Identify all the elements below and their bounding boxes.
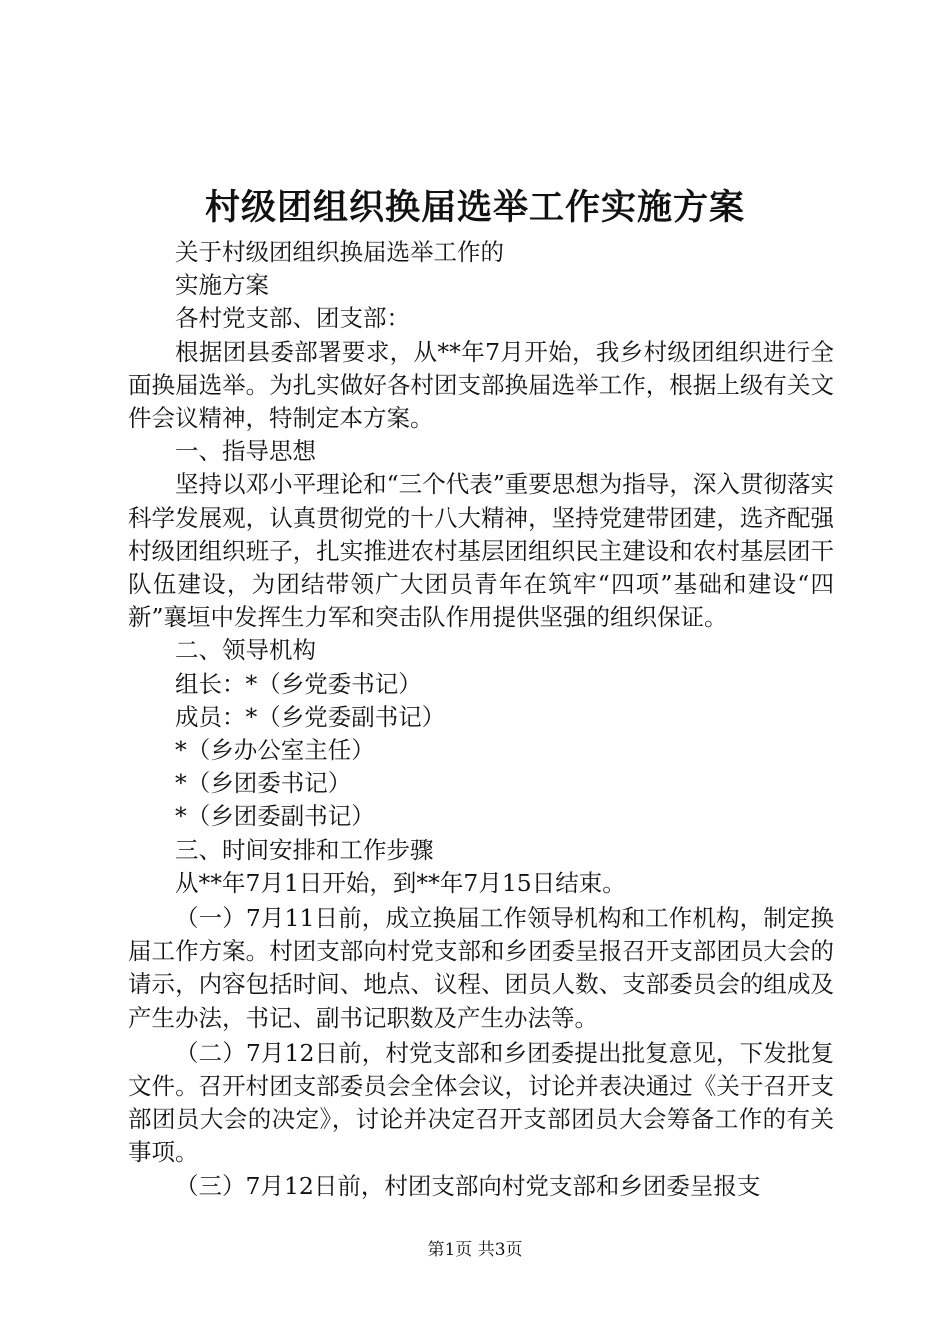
paragraph-period: 从**年7月1日开始，到**年7月15日结束。 xyxy=(175,868,626,897)
paragraph-salutation: 各村党支部、团支部： xyxy=(175,304,410,333)
page-footer: 第1页 共3页 xyxy=(427,1240,523,1260)
paragraph-subtitle-line2: 实施方案 xyxy=(175,271,269,300)
paragraph-members: 成员：*（乡党委副书记） xyxy=(175,702,446,731)
paragraph-member-office: *（乡办公室主任） xyxy=(175,736,375,765)
paragraph-intro: 根据团县委部署要求，从**年7月开始，我乡村级团组织进行全面换届选举。为扎实做好各村团支部换届选举工作，根据上级有关文件会议精神，特制定本方案。 xyxy=(128,337,834,433)
heading-guiding-ideology: 一、指导思想 xyxy=(175,437,316,466)
paragraph-group-leader: 组长：*（乡党委书记） xyxy=(175,669,422,698)
paragraph-member-deputy: *（乡团委副书记） xyxy=(175,802,375,831)
paragraph-step-3: （三）7月12日前，村团支部向村党支部和乡团委呈报支 xyxy=(175,1171,761,1200)
paragraph-member-secretary: *（乡团委书记） xyxy=(175,769,352,798)
document-body xyxy=(128,236,834,1203)
paragraph-subtitle-line1: 关于村级团组织换届选举工作的 xyxy=(175,238,504,266)
document-title: 村级团组织换届选举工作实施方案 xyxy=(204,187,745,228)
paragraph-step-2: （二）7月12日前，村党支部和乡团委提出批复意见，下发批复文件。召开村团支部委员会全体会议，讨论并表决通过《关于召开支部团员大会的决定》，讨论并决定召开支部团员大会筹备工作的有关事项。 xyxy=(128,1038,834,1167)
heading-schedule: 三、时间安排和工作步骤 xyxy=(175,835,434,864)
heading-leadership: 二、领导机构 xyxy=(175,636,316,665)
paragraph-guiding-ideology: 坚持以邓小平理论和“三个代表”重要思想为指导，深入贯彻落实科学发展观，认真贯彻党的十八大精神，坚持党建带团建，选齐配强村级团组织班子，扎实推进农村基层团组织民主建设和农村基层团干队伍建设，为团结带领广大团员青年在筑牢“四项”基础和建设“四新”襄垣中发挥生力军和突击队作用提供坚强的组织保证。 xyxy=(128,470,834,632)
paragraph-step-1: （一）7月11日前，成立换届工作领导机构和工作机构，制定换届工作方案。村团支部向村党支部和乡团委呈报召开支部团员大会的请示，内容包括时间、地点、议程、团员人数、支部委员会的组成及产生办法，书记、副书记职数及产生办法等。 xyxy=(128,904,834,1032)
